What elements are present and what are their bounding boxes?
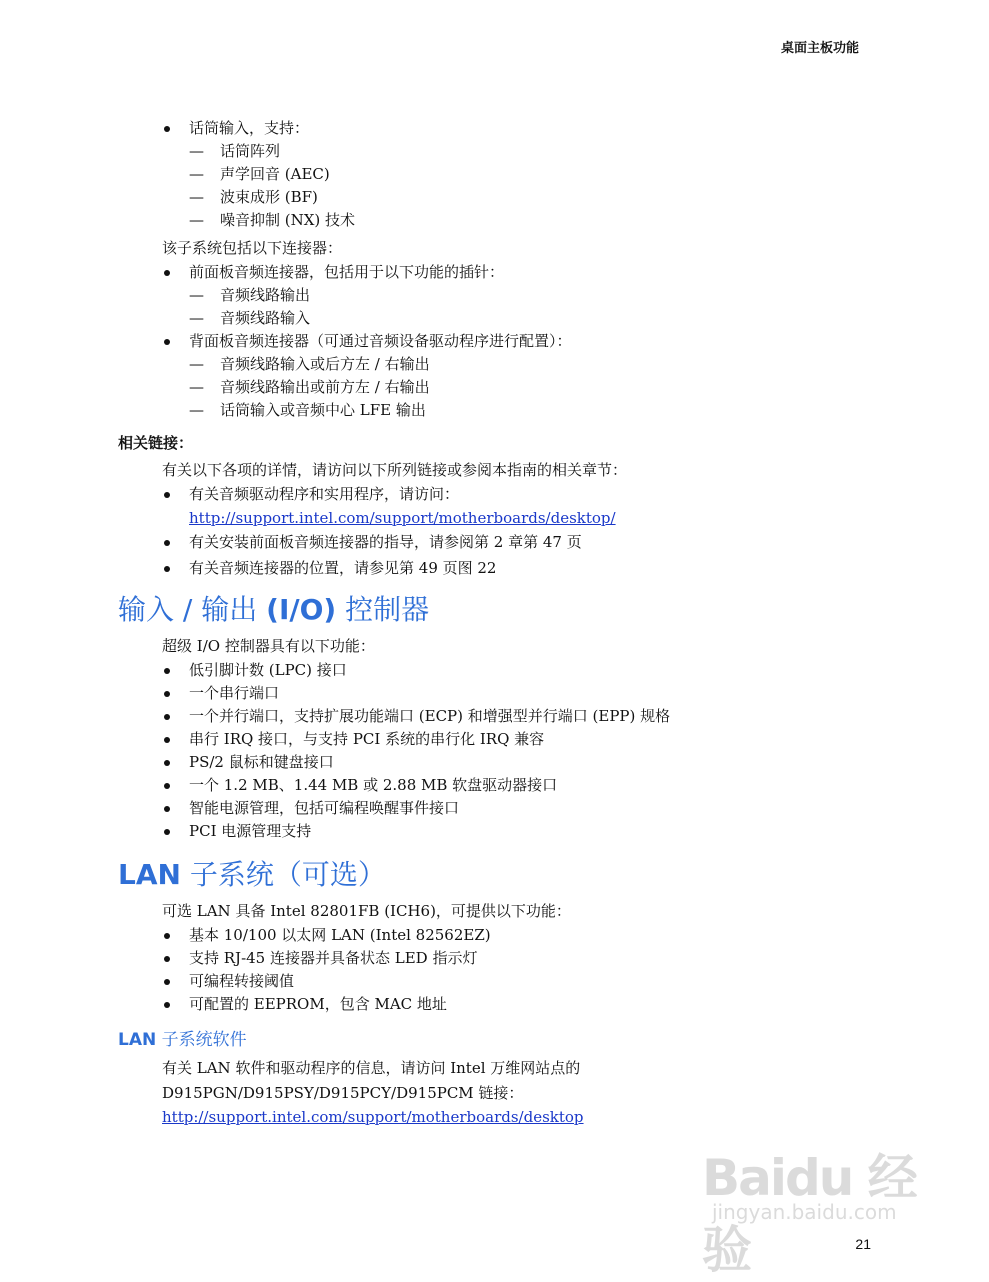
lan-item: 基本 10/100 以太网 LAN (Intel 82562EZ) (189, 926, 491, 944)
io-item: 一个 1.2 MB、1.44 MB 或 2.88 MB 软盘驱动器接口 (189, 776, 558, 794)
dash-icon: — (189, 211, 204, 229)
bullet-icon (164, 126, 170, 132)
io-item: 一个并行端口，支持扩展功能端口 (ECP) 和增强型并行端口 (EPP) 规格 (189, 707, 671, 725)
dash-icon: — (189, 188, 204, 206)
bullet-icon (164, 270, 170, 276)
bullet-icon (164, 760, 170, 766)
page-number: 21 (855, 1236, 871, 1252)
lan-software-text: D915PGN/D915PSY/D915PCY/D915PCM 链接： (162, 1084, 524, 1102)
dash-icon: — (189, 355, 204, 373)
dash-icon: — (189, 165, 204, 183)
related-links-heading: 相关链接： (118, 434, 194, 452)
audio-driver-link[interactable]: http://support.intel.com/support/motherboards/desktop/ (189, 509, 616, 527)
bullet-icon (164, 783, 170, 789)
bullet-icon (164, 668, 170, 674)
io-item: 智能电源管理，包括可编程唤醒事件接口 (189, 799, 460, 817)
bullet-icon (164, 829, 170, 835)
back-subitem: 音频线路输入或后方左 / 右输出 (220, 355, 430, 373)
io-item: PCI 电源管理支持 (189, 822, 312, 840)
bullet-icon (164, 1002, 170, 1008)
lan-intro: 可选 LAN 具备 Intel 82801FB (ICH6)，可提供以下功能： (162, 902, 571, 920)
bullet-icon (164, 540, 170, 546)
related-intro: 有关以下各项的详情，请访问以下所列链接或参阅本指南的相关章节： (162, 461, 628, 479)
related-item: 有关安装前面板音频连接器的指导，请参阅第 2 章第 47 页 (189, 533, 582, 551)
related-item: 有关音频驱动程序和实用程序，请访问： (189, 485, 460, 503)
lan-item: 可配置的 EEPROM，包含 MAC 地址 (189, 995, 447, 1013)
io-controller-heading: 输入 / 输出 (I/O) 控制器 (118, 593, 430, 626)
mic-subitem: 声学回音 (AEC) (220, 165, 330, 183)
io-item: PS/2 鼠标和键盘接口 (189, 753, 334, 771)
dash-icon: — (189, 309, 204, 327)
bullet-icon (164, 979, 170, 985)
lan-software-heading: LAN 子系统软件 (118, 1030, 247, 1050)
lan-item: 支持 RJ-45 连接器并具备状态 LED 指示灯 (189, 949, 478, 967)
back-panel-item: 背面板音频连接器（可通过音频设备驱动程序进行配置）： (189, 332, 572, 350)
dash-icon: — (189, 286, 204, 304)
connectors-intro: 该子系统包括以下连接器： (162, 239, 343, 257)
io-item: 串行 IRQ 接口，与支持 PCI 系统的串行化 IRQ 兼容 (189, 730, 545, 748)
watermark-logo: Baidu 经验 (702, 1149, 916, 1279)
mic-subitem: 噪音抑制 (NX) 技术 (220, 211, 356, 229)
mic-subitem: 波束成形 (BF) (220, 188, 318, 206)
io-intro: 超级 I/O 控制器具有以下功能： (162, 637, 375, 655)
mic-item: 话筒输入，支持： (189, 119, 310, 137)
section-header: 桌面主板功能 (780, 41, 859, 56)
bullet-icon (164, 737, 170, 743)
bullet-icon (164, 806, 170, 812)
related-item: 有关音频连接器的位置，请参见第 49 页图 22 (189, 559, 497, 577)
back-subitem: 话筒输入或音频中心 LFE 输出 (220, 401, 426, 419)
bullet-icon (164, 492, 170, 498)
io-item: 低引脚计数 (LPC) 接口 (189, 661, 347, 679)
bullet-icon (164, 339, 170, 345)
bullet-icon (164, 933, 170, 939)
lan-subsystem-heading: LAN 子系统（可选） (118, 858, 386, 891)
io-item: 一个串行端口 (189, 684, 280, 702)
back-subitem: 音频线路输出或前方左 / 右输出 (220, 378, 430, 396)
front-panel-item: 前面板音频连接器，包括用于以下功能的插针： (189, 263, 505, 281)
mic-subitem: 话筒阵列 (220, 142, 281, 160)
front-subitem: 音频线路输入 (220, 309, 311, 327)
bullet-icon (164, 691, 170, 697)
lan-software-text: 有关 LAN 软件和驱动程序的信息，请访问 Intel 万维网站点的 (162, 1059, 581, 1077)
lan-software-link[interactable]: http://support.intel.com/support/motherboards/desktop (162, 1108, 584, 1126)
dash-icon: — (189, 378, 204, 396)
watermark-url: jingyan.baidu.com (712, 1200, 897, 1224)
bullet-icon (164, 956, 170, 962)
dash-icon: — (189, 142, 204, 160)
bullet-icon (164, 714, 170, 720)
front-subitem: 音频线路输出 (220, 286, 311, 304)
dash-icon: — (189, 401, 204, 419)
lan-item: 可编程转接阈值 (189, 972, 295, 990)
bullet-icon (164, 566, 170, 572)
